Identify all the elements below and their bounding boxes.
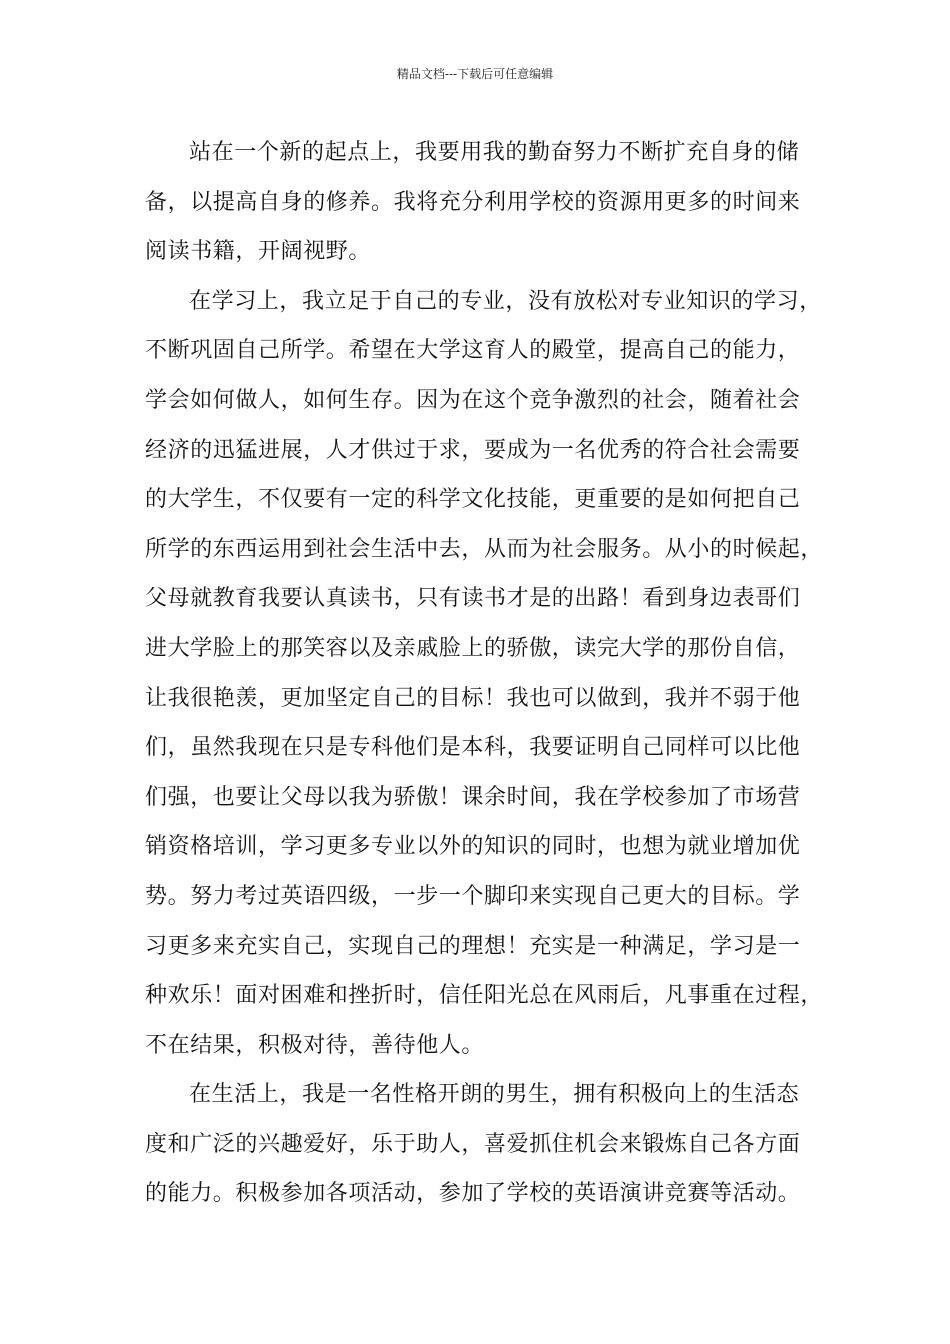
text-line: 在学习上，我立足于自己的专业，没有放松对专业知识的学习， (189, 288, 822, 314)
text-line: 们强，也要让父母以我为骄傲！课余时间，我在学校参加了市场营 (145, 784, 801, 810)
text-line: 所学的东西运用到社会生活中去，从而为社会服务。从小的时候起， (145, 536, 824, 562)
text-line: 让我很艳羡，更加坚定自己的目标！我也可以做到，我并不弱于他 (145, 685, 801, 711)
text-line: 经济的迅猛进展，人才供过于求，要成为一名优秀的符合社会需要 (145, 437, 801, 463)
text-line: 销资格培训，学习更多专业以外的知识的同时，也想为就业增加优 (145, 834, 801, 860)
text-line: 进大学脸上的那笑容以及亲戚脸上的骄傲，读完大学的那份自信， (145, 635, 801, 661)
text-line: 度和广泛的兴趣爱好，乐于助人，喜爱抓住机会来锻炼自己各方面 (145, 1131, 801, 1157)
text-line: 备，以提高自身的修养。我将充分利用学校的资源用更多的时间来 (145, 189, 801, 215)
text-line: 的能力。积极参加各项活动，参加了学校的英语演讲竞赛等活动。 (145, 1181, 801, 1207)
text-line: 的大学生，不仅要有一定的科学文化技能，更重要的是如何把自己 (145, 487, 801, 513)
text-line: 习更多来充实自己，实现自己的理想！充实是一种满足，学习是一 (145, 933, 801, 959)
text-line: 阅读书籍，开阔视野。 (145, 239, 372, 265)
text-line: 们，虽然我现在只是专科他们是本科，我要证明自己同样可以比他 (145, 735, 801, 761)
text-line: 父母就教育我要认真读书，只有读书才是的出路！看到身边表哥们 (145, 586, 801, 612)
paragraph-study (145, 277, 824, 1071)
text-line: 站在一个新的起点上，我要用我的勤奋努力不断扩充自身的储 (189, 140, 800, 165)
text-line: 不断巩固自己所学。希望在大学这育人的殿堂，提高自己的能力， (145, 338, 801, 364)
paragraph-life (145, 1070, 817, 1219)
text-line: 势。努力考过英语四级，一步一个脚印来实现自己更大的目标。学 (145, 883, 801, 909)
text-line: 学会如何做人，如何生存。因为在这个竞争激烈的社会，随着社会 (145, 387, 801, 413)
paragraph-goals (145, 128, 817, 277)
text-line: 在生活上，我是一名性格开朗的男生，拥有积极向上的生活态 (189, 1082, 800, 1108)
document-body (145, 128, 824, 1219)
page-header: 精品文档---下载后可任意编辑 (396, 67, 554, 81)
text-line: 种欢乐！面对困难和挫折时，信任阳光总在风雨后，凡事重在过程， (145, 983, 824, 1009)
text-line: 不在结果，积极对待，善待他人。 (145, 1032, 485, 1058)
